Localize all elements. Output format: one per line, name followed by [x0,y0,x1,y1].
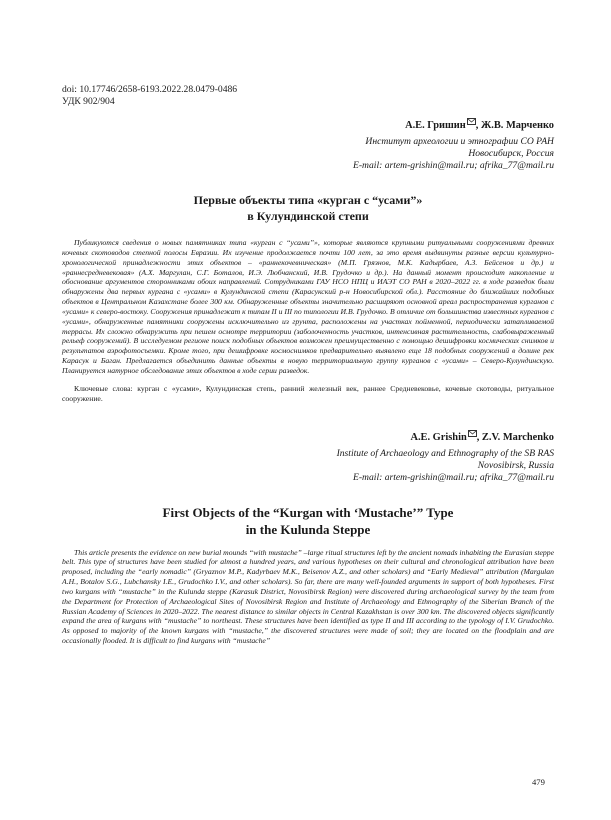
envelope-icon [467,118,476,125]
affiliation-en-city: Novosibirsk, Russia [477,459,554,471]
title-en-line-1: First Objects of the “Kurgan with ‘Mustache’” Type [162,504,454,520]
affiliation-en [62,448,554,484]
affiliation-ru [62,136,554,172]
abstract-en: This article presents the evidence on new burial mounds “with mustache” –large ritual structures left by the ancient nomads inhabiting the Eurasian steppe belt. This type of structures have been studied for almost a hundred years, and various hypotheses on their cultural and chronological attribution have been proposed, including the “early nomadic” (Gryaznov M.P., Kadyrbaev M.K., Beisenov A.Z., and other scholars) and “Early Medieval” attribution (Margulan A.H., Botalov S.G., Lubchansky I.E., Grudochko I.V., and other scholars). So far, there are many well-founded arguments in support of both hypotheses. First two kurgans with “mustache” in the Kulunda steppe (Karasuk District, Novosibirsk Region) were discovered during archaeological survey by the team from the Department for Protection of Archaeological Sites of Novosibirsk Region and Institute of Archaeology and Ethnography of the Siberian Branch of the Russian Academy of Sciences in 2020–2022. The nearest distance to similar objects in Central Kazakhstan is over 300 km. The discovered objects significantly expand the area of kurgans with “mustache” to northeast. These structures have been identified as type II and III according to the typology of I.V. Grudochko. As opposed to majority of the known kurgans with “mustache,” the discovered structures were made of soil; they are located on the floodplain and are occasionally flooded. It is difficult to find kurgans with “mustache” [62,547,554,646]
title-ru-line-1: Первые объекты типа «курган с “усами”» [193,193,423,207]
page [62,84,554,646]
author-en-1: A.E. Grishin [410,431,467,443]
abstract-ru: Публикуются сведения о новых памятниках типа «курган с “усами”», которые являются крупными ритуальными сооружениями древних кочевых скотоводов степной полосы Евразии. Их изучение продолжается почти 100 лет, за это время выдвинуты разные версии культурно-хронологической принадлежности этих объектов – «раннекочевническая» (М.П. Грязнов, М.К. Кадырбаев, А.З. Бейсенов и др.) и «раннесредневековая» (А.Х. Маргулан, С.Г. Боталов, И.Э. Любчанский, И.В. Грудочко и др.). На данный момент происходит накопление и обоснование аргументов сторонниками обоих направлений. Сотрудниками ГАУ НСО НПЦ и ИАЭТ СО РАН в 2020–2022 гг. в ходе разведок были обнаружены два первых кургана с «усами» в Кулундинской степи (Карасукский р-н Новосибирской обл.). Расстояние до ближайших подобных объектов в Центральном Казахстане более 300 км. Обнаруженные объекты значительно расширяют основной ареал распространения курганов с «усами» к северо-востоку. Сооружения принадлежат к типам II и III по типологии И.В. Грудочко. В отличие от большинства известных курганов с «усами», обнаруженные памятники сооружены исключительно из грунта, расположены на участках пойменной, периодически затапливаемой террасы. Их сложно обнаружить при пешем осмотре территории (заболоченность участков, интенсивная растительность, слабовыраженный рельеф сооружений). В исследуемом регионе поиск подобных объектов возможен преимущественно с помощью дешифровки космических снимков и результатов аэрофотосъемки. Кроме того, при дешифровке космоснимков предварительно выявлено еще 18 подобных сооружений в долине рек Карасук и Баган. Предлагается объединить данные объекты в новую территориальную группу курганов с «усами» – Северо-Кулундинскую. Планируется натурное обследование этих объектов в ходе серии разведок. [62,238,554,375]
authors-ru [62,120,554,131]
title-ru-line-2: в Кулундинской степи [247,209,369,223]
affiliation-ru-email: E-mail: artem-grishin@mail.ru; afrika_77@mail.ru [353,160,554,171]
author-ru-1: А.Е. Гришин [405,120,466,131]
udk-line: УДК 902/904 [62,96,115,107]
affiliation-ru-institute: Институт археологии и этнографии СО РАН [365,136,554,147]
page-number: 479 [532,777,545,787]
author-en-2: , Z.V. Marchenko [476,431,554,443]
envelope-icon [468,430,477,437]
affiliation-en-institute: Institute of Archaeology and Ethnography of the SB RAS [336,447,554,459]
affiliation-ru-city: Новосибирск, Россия [468,148,554,159]
title-en [62,504,554,538]
doi-line: doi: 10.17746/2658-6193.2022.28.0479-0486 [62,84,238,95]
affiliation-en-email: E-mail: artem-grishin@mail.ru; afrika_77@mail.ru [353,471,554,483]
keywords-ru: Ключевые слова: курган с «усами», Кулундинская степь, ранний железный век, раннее Средневековье, кочевые скотоводы, ритуальное сооружение. [62,383,554,403]
title-en-line-2: in the Kulunda Steppe [245,521,371,537]
authors-en [62,432,554,443]
title-ru [62,192,554,224]
author-ru-2: , Ж.В. Марченко [475,120,554,131]
